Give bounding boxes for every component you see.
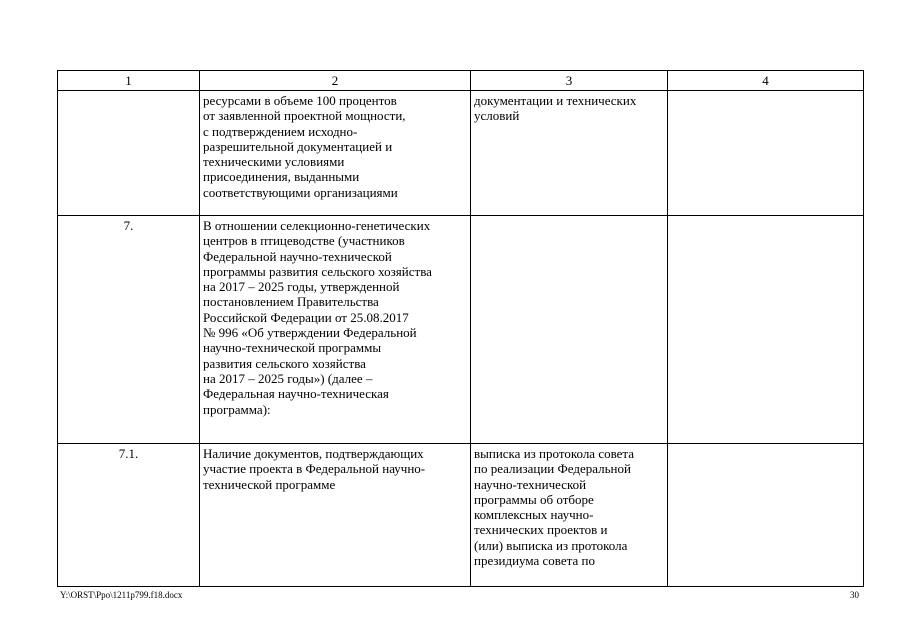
- header-cell-col-2: 2: [200, 71, 471, 91]
- table-header-row: [58, 71, 864, 91]
- documents-cell: выписка из протокола совета по реализации Федеральной научно-технической программы об отборе комплексных научно- технических проектов и (или) выписка из протокола президиума совета по: [471, 444, 668, 587]
- row-number-cell: 7.: [58, 216, 200, 444]
- table-row: [58, 91, 864, 216]
- note-cell: [668, 216, 864, 444]
- documents-cell: документации и технических условий: [471, 91, 668, 216]
- document-table: [57, 70, 864, 587]
- footer-file-path: Y:\ORST\Ppo\1211p799.f18.docx: [60, 590, 183, 600]
- footer-page-number: 30: [850, 590, 859, 600]
- note-cell: [668, 91, 864, 216]
- criterion-cell: Наличие документов, подтверждающих участие проекта в Федеральной научно- технической программе: [200, 444, 471, 587]
- table-row: [58, 216, 864, 444]
- documents-cell: [471, 216, 668, 444]
- header-cell-col-1: 1: [58, 71, 200, 91]
- criterion-cell: В отношении селекционно-генетических центров в птицеводстве (участников Федеральной научно-технической программы развития сельского хозяйства на 2017 – 2025 годы, утвержденной постановлением Правительства Российской Федерации от 25.08.2017 № 996 «Об утверждении Федеральной научно-технической программы развития сельского хозяйства на 2017 – 2025 годы») (далее – Федеральная научно-техническая программа):: [200, 216, 471, 444]
- row-number-cell: [58, 91, 200, 216]
- header-cell-col-4: 4: [668, 71, 864, 91]
- note-cell: [668, 444, 864, 587]
- table-row: [58, 444, 864, 587]
- row-number-cell: 7.1.: [58, 444, 200, 587]
- criterion-cell: ресурсами в объеме 100 процентов от заявленной проектной мощности, с подтверждением исходно- разрешительной документацией и техническими условиями присоединения, выданными соответствующими организациями: [200, 91, 471, 216]
- header-cell-col-3: 3: [471, 71, 668, 91]
